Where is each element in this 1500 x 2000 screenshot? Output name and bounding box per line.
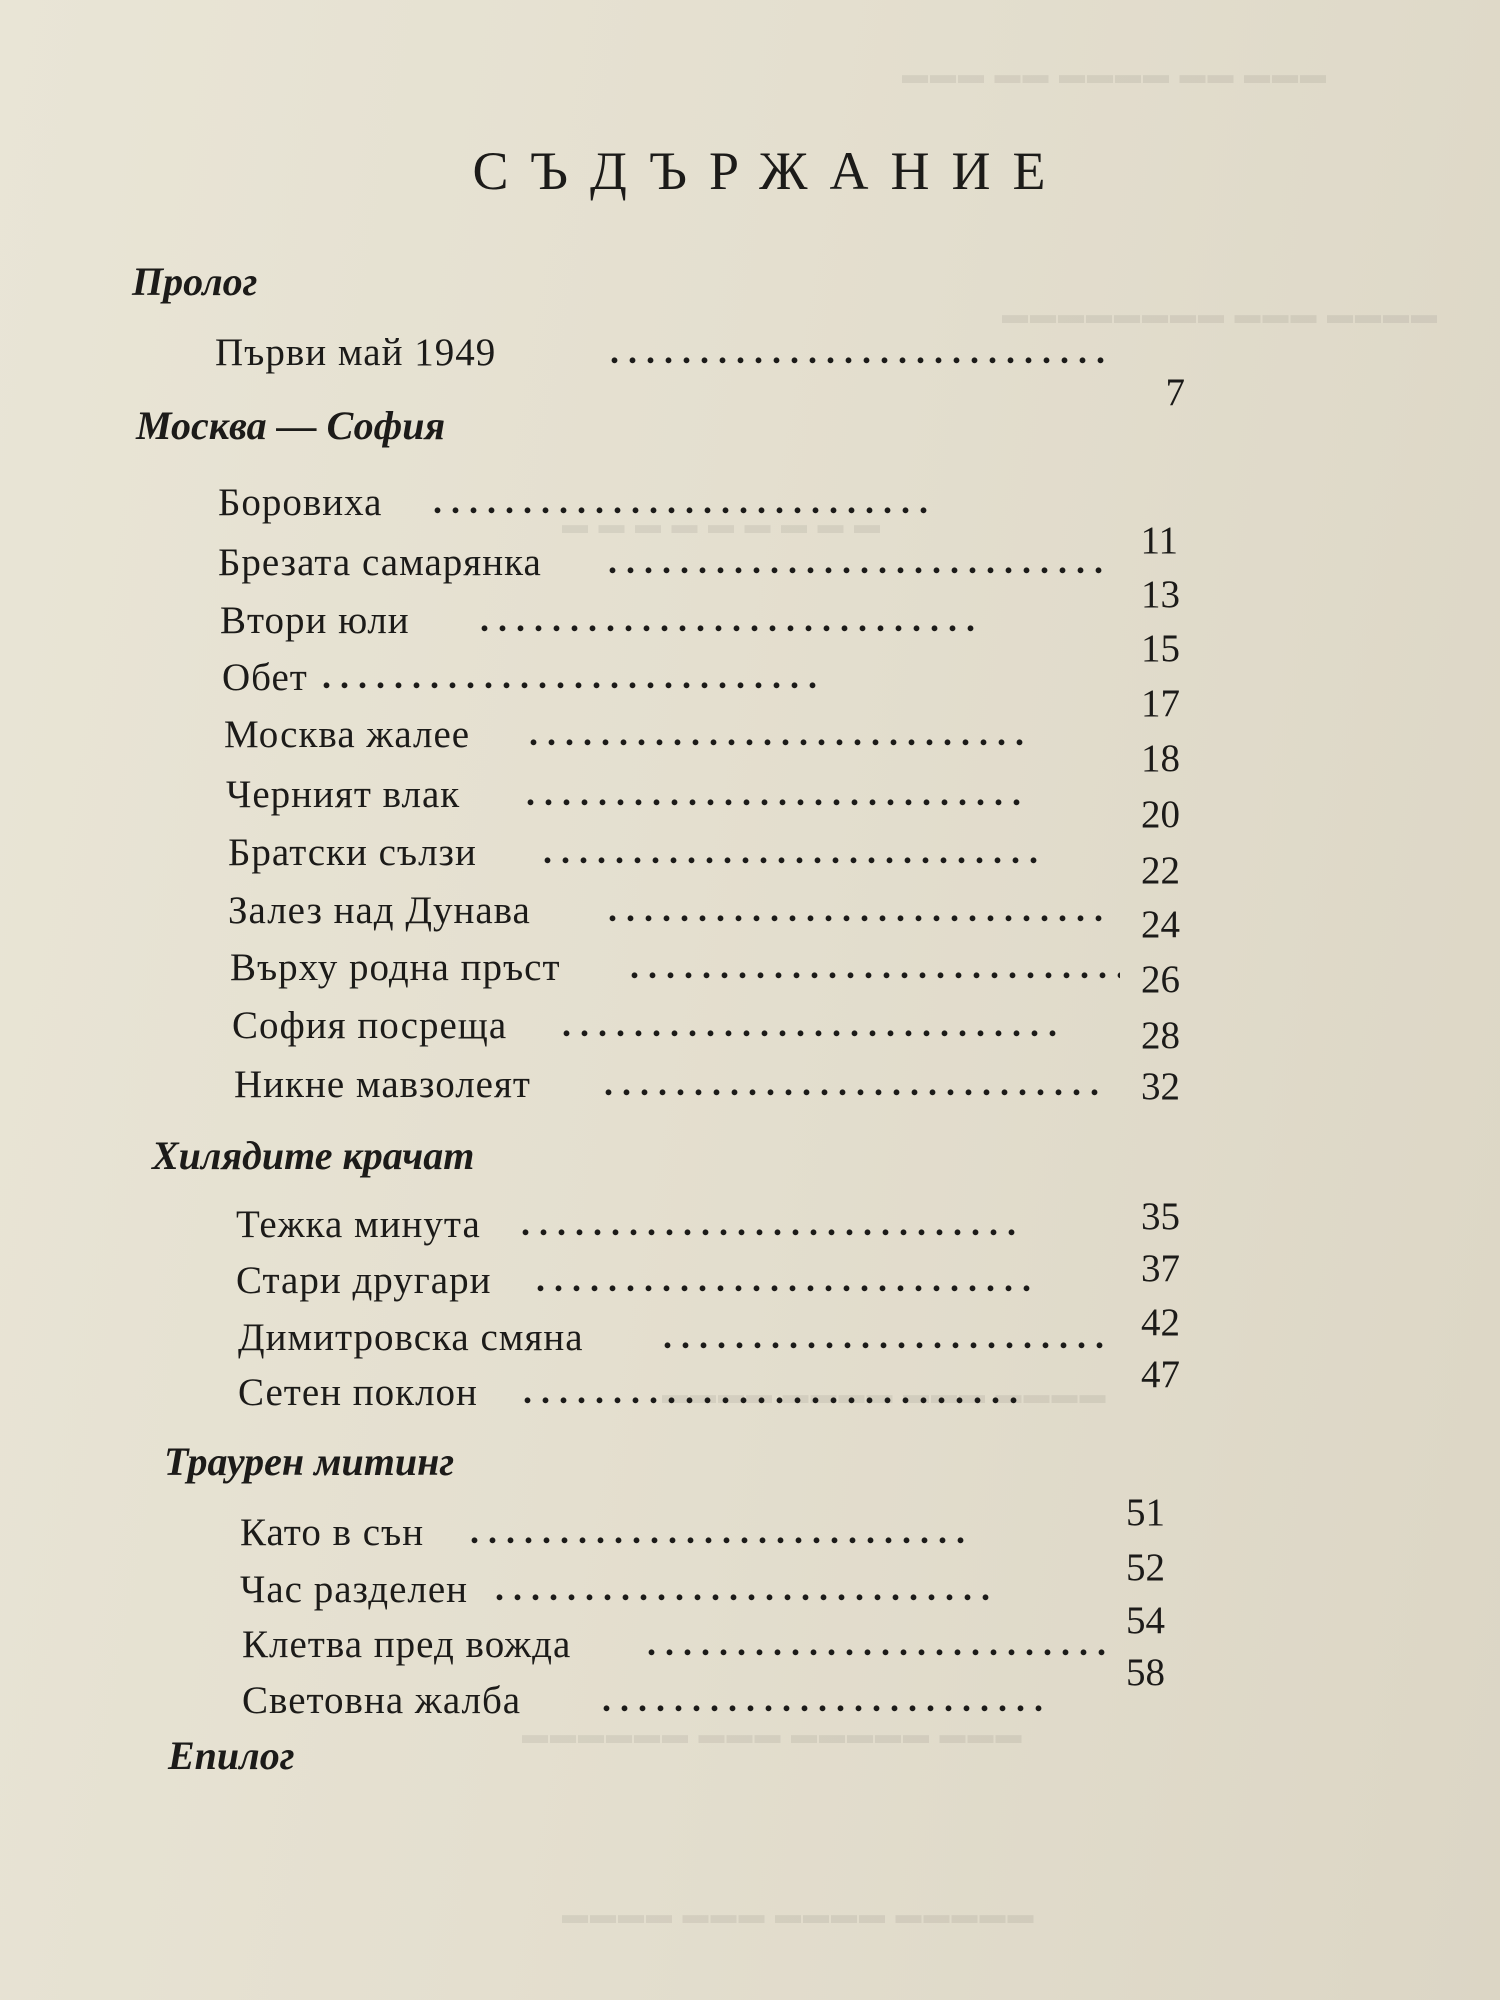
entry-page: 20 [1141, 793, 1180, 836]
entry-page: 58 [1126, 1651, 1165, 1694]
entry-page: 42 [1141, 1301, 1180, 1344]
entry-title: Тежка минута [236, 1203, 481, 1246]
entry-title: Димитровска смяна [238, 1316, 584, 1359]
entry-page: 35 [1141, 1195, 1180, 1238]
leader-dots [433, 480, 1178, 530]
entry-page: 7 [1165, 371, 1185, 414]
toc-entry [242, 1599, 1165, 1672]
section-heading: Епилог [168, 1733, 295, 1778]
leader-dots [526, 772, 1120, 822]
entry-title: Клетва пред вожда [242, 1623, 572, 1666]
entry-page: 54 [1126, 1599, 1165, 1642]
leader-dots [480, 598, 1125, 648]
leader-dots [543, 830, 1120, 880]
toc-entry [224, 712, 1180, 780]
leader-dots [536, 1258, 1120, 1308]
entry-title: Сетен поклон [238, 1371, 478, 1414]
toc-entry [240, 1491, 1165, 1560]
entry-title: Първи май 1949 [215, 331, 497, 374]
entry-page: 17 [1141, 682, 1180, 725]
entry-title: Втори юли [220, 599, 410, 642]
toc-entry [236, 1195, 1180, 1252]
entry-page: 32 [1141, 1065, 1180, 1108]
leader-dots [608, 888, 1120, 938]
leader-dots [495, 1567, 1105, 1617]
toc-entry [238, 1301, 1180, 1365]
entry-title: Световна жалба [242, 1679, 522, 1722]
show-through-text: ▬▬▬▬ ▬▬▬ ▬▬▬▬ ▬▬▬▬ [660, 1380, 1106, 1409]
entry-title: Боровиха [218, 481, 383, 524]
entry-title: Залез над Дунава [228, 889, 531, 932]
entry-page: 28 [1141, 1014, 1180, 1057]
leader-dots [610, 330, 1115, 380]
section-heading: Хилядите крачат [152, 1133, 475, 1178]
toc-entry [218, 480, 1178, 562]
toc-entry [228, 830, 1180, 892]
entry-title: Никне мавзолеят [234, 1063, 531, 1106]
toc-entry [236, 1247, 1180, 1308]
show-through-text: ▬▬▬▬▬ ▬▬▬▬ ▬▬▬ ▬▬▬▬ [560, 1900, 1034, 1929]
entry-page: 26 [1141, 958, 1180, 1001]
show-through-text: ▬▬▬ ▬▬ ▬▬▬▬ ▬▬ ▬▬▬ [900, 60, 1326, 89]
entry-page: 22 [1141, 849, 1180, 892]
page-title: СЪДЪРЖАНИЕ [472, 141, 1068, 201]
entry-title: Братски сълзи [228, 831, 477, 874]
entry-title: Стари другари [236, 1259, 492, 1302]
entry-page: 18 [1141, 737, 1180, 780]
toc-entry [234, 1062, 1180, 1112]
leader-dots [647, 1622, 1105, 1672]
leader-dots [602, 1678, 1045, 1728]
entry-page: 51 [1126, 1491, 1165, 1534]
toc-entry [238, 1353, 1180, 1420]
entry-page: 52 [1126, 1546, 1165, 1589]
entry-title: Москва жалее [224, 713, 471, 756]
leader-dots [604, 1062, 1120, 1112]
section-heading: Пролог [132, 259, 258, 304]
show-through-text: ▬▬▬ ▬▬▬▬▬ ▬▬▬ ▬▬▬▬▬▬ [520, 1720, 1022, 1749]
section-heading: Траурен митинг [164, 1439, 455, 1484]
toc-entry [218, 540, 1180, 616]
entry-title: Върху родна пръст [230, 946, 561, 989]
section-heading: Москва — София [136, 403, 446, 448]
entry-page: 11 [1140, 519, 1178, 562]
leader-dots [521, 1202, 1110, 1252]
entry-title: София посреща [232, 1004, 508, 1047]
leader-dots [529, 712, 1125, 762]
toc-entry [220, 598, 1180, 670]
entry-page: 24 [1141, 903, 1180, 946]
entry-title: Черният влак [226, 773, 461, 816]
entry-page: 37 [1141, 1247, 1180, 1290]
toc-entry [230, 945, 1180, 1001]
leader-dots [470, 1510, 1105, 1560]
entry-page: 13 [1141, 573, 1180, 616]
show-through-text: ▬ ▬ ▬ ▬ ▬ ▬ ▬ ▬ ▬ [560, 510, 880, 539]
show-through-text: ▬▬▬▬ ▬▬▬ ▬▬▬▬▬▬▬▬ [1000, 300, 1437, 329]
entry-title: Брезата самарянка [218, 541, 542, 584]
entry-title: Като в сън [240, 1511, 425, 1554]
entry-page: 15 [1141, 627, 1180, 670]
toc-entry [232, 1003, 1180, 1057]
leader-dots [523, 1370, 1110, 1420]
toc-entry [226, 772, 1180, 836]
leader-dots [562, 1003, 1120, 1053]
toc-entry [240, 1546, 1165, 1617]
leader-dots [630, 945, 1120, 995]
toc-entry [215, 330, 1185, 414]
entry-title: Обет [222, 656, 308, 699]
toc-entry [228, 888, 1180, 946]
entry-title: Час разделен [240, 1568, 469, 1611]
toc-entry [222, 655, 1180, 725]
entry-page: 47 [1141, 1353, 1180, 1396]
leader-dots [608, 540, 1125, 590]
leader-dots [322, 655, 1125, 705]
leader-dots [663, 1315, 1110, 1365]
toc-entry [242, 1651, 1165, 1728]
